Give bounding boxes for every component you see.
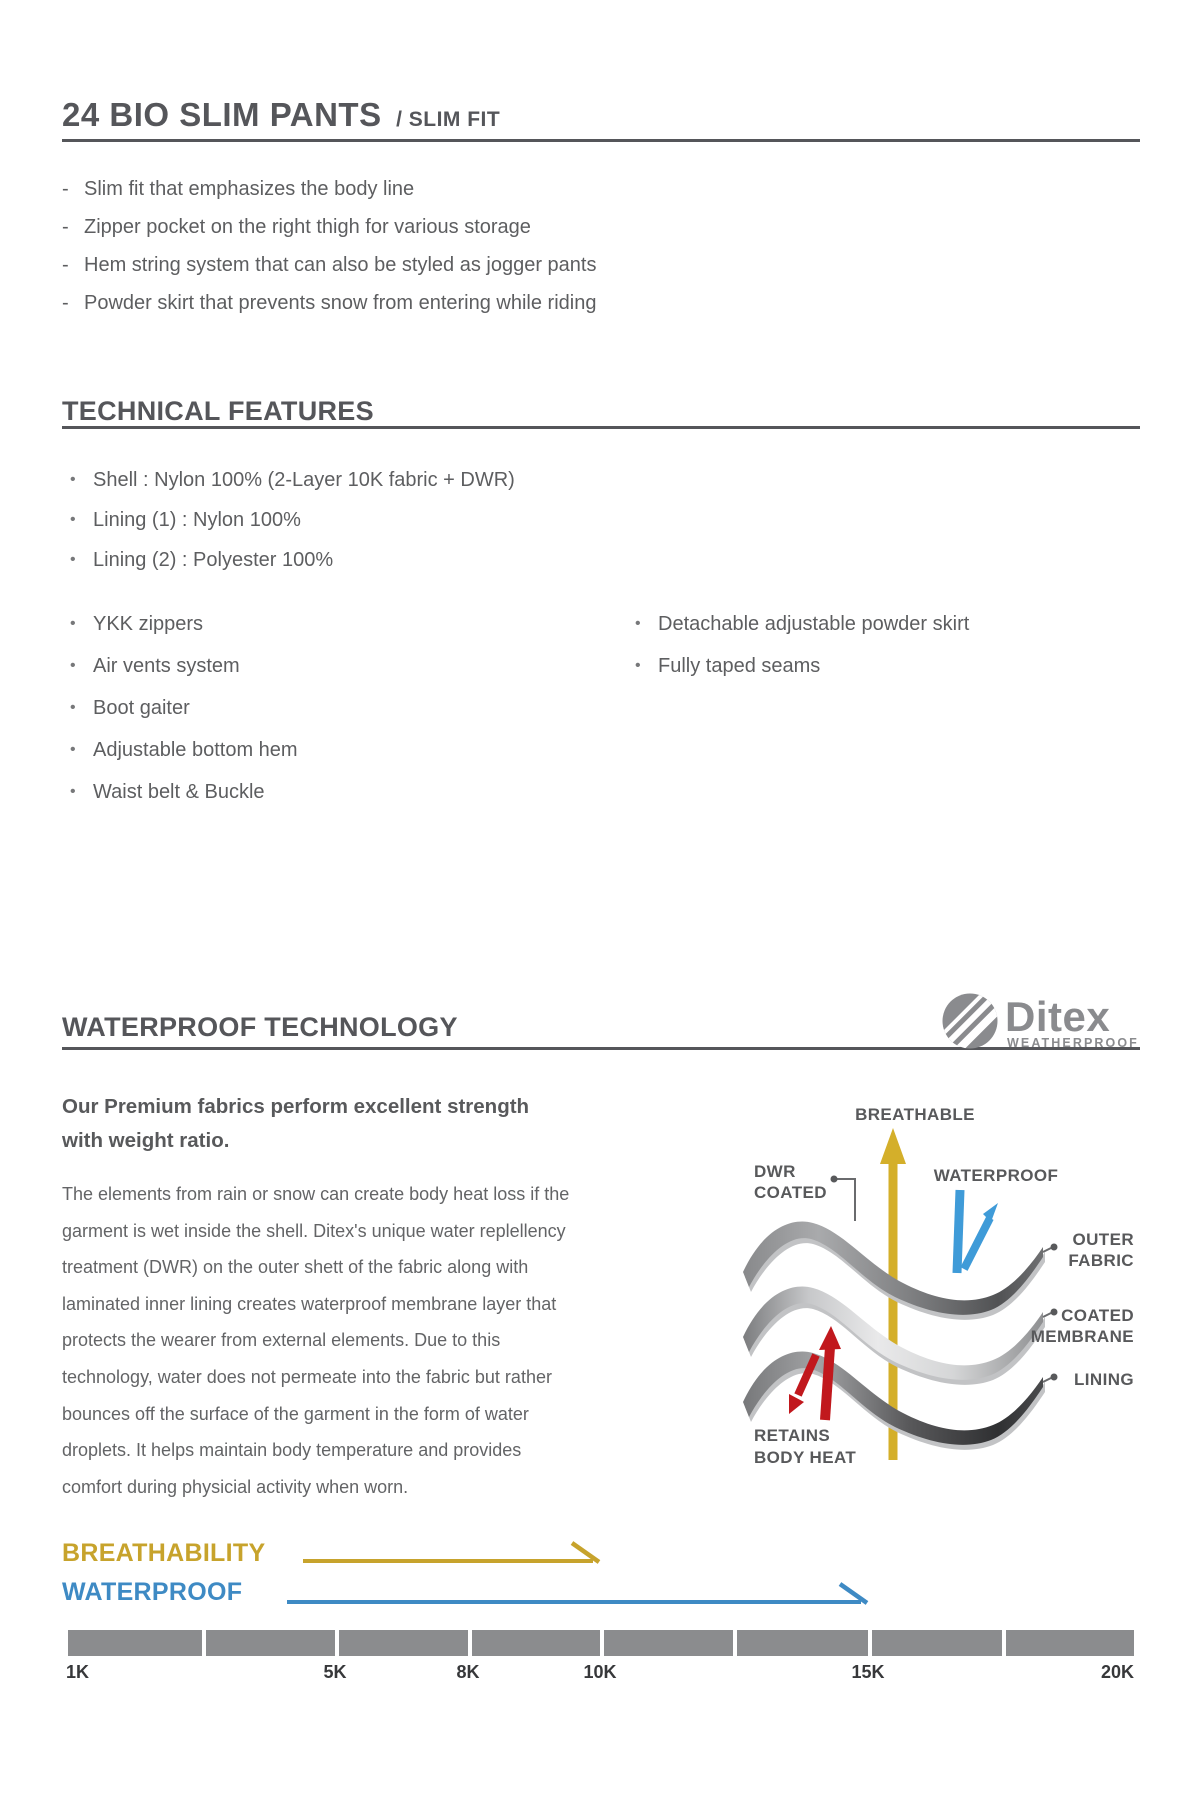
list-item: - Hem string system that can also be styled as jogger pants — [62, 246, 596, 284]
list-item: • Waist belt & Buckle — [70, 772, 298, 814]
bar-divider — [868, 1630, 872, 1656]
list-item: • Adjustable bottom hem — [70, 730, 298, 772]
waterproof-technology-heading: WATERPROOF TECHNOLOGY — [62, 1012, 458, 1042]
dot-bullet: • — [635, 615, 641, 632]
body-paragraph: The elements from rain or snow can create body heat loss if the garment is wet inside the shell. Ditex's unique water replellency treatment (DWR) on the outer shett of the fabric along with laminated inner lining creates waterproof membrane layer that protects the wearer from external elements. Due to this technology, water does not permeate into the fabric but rather bounces off the surface of the garment in the form of water droplets. It helps maintain body temperature and provides comfort during physicial activity when worn. — [62, 1184, 570, 1497]
ditex-logo — [930, 984, 1145, 1054]
dash-bullet: - — [62, 254, 69, 276]
list-item: • YKK zippers — [70, 604, 298, 646]
scale-tick-20k: 20K — [1100, 1662, 1134, 1682]
bar-divider — [600, 1630, 604, 1656]
dot-bullet: • — [70, 615, 76, 632]
breathability-rating-arrow — [303, 1543, 599, 1562]
bar-divider — [468, 1630, 472, 1656]
page-title: 24 BIO SLIM PANTS — [62, 96, 382, 133]
title-rule — [62, 139, 1140, 142]
list-item: • Fully taped seams — [635, 646, 969, 688]
dot-bullet: • — [70, 511, 76, 528]
diagram-label-lining: LINING — [1073, 1370, 1134, 1389]
diagram-label-waterproof: WATERPROOF — [933, 1166, 1059, 1185]
list-item: • Air vents system — [70, 646, 298, 688]
breathability-label: BREATHABILITY — [62, 1539, 266, 1567]
features-list-right — [635, 604, 969, 688]
list-item: - Powder skirt that prevents snow from entering while riding — [62, 284, 596, 322]
highlights-list — [62, 170, 596, 322]
scale-tick-8k: 8K — [456, 1662, 480, 1682]
dot-bullet: • — [70, 783, 76, 800]
waterproof-rating-arrow — [287, 1584, 867, 1603]
technical-rule — [62, 426, 1140, 429]
list-item: • Boot gaiter — [70, 688, 298, 730]
dot-bullet: • — [70, 551, 76, 568]
diagram-label-dwr-1: DWR — [754, 1162, 796, 1181]
list-item: - Zipper pocket on the right thigh for various storage — [62, 208, 596, 246]
rating-scale-bar — [68, 1630, 1134, 1656]
page-title-fit: / SLIM FIT — [396, 108, 501, 131]
dot-bullet: • — [70, 471, 76, 488]
diagram-label-membrane-1: COATED — [1061, 1306, 1134, 1325]
diagram-label-breathable: BREATHABLE — [855, 1105, 975, 1124]
list-item: - Slim fit that emphasizes the body line — [62, 170, 596, 208]
page-title-row — [62, 96, 500, 134]
scale-tick-15k: 15K — [851, 1662, 885, 1682]
scale-tick-5k: 5K — [323, 1662, 347, 1682]
waterproof-label: WATERPROOF — [62, 1578, 243, 1606]
scale-tick-10k: 10K — [583, 1662, 617, 1682]
ditex-weatherproof-icon — [931, 986, 1139, 1054]
dot-bullet: • — [70, 699, 76, 716]
dash-bullet: - — [62, 292, 69, 314]
materials-list — [70, 461, 515, 581]
dot-bullet: • — [635, 657, 641, 674]
diagram-label-retains-1: RETAINS — [754, 1426, 831, 1445]
dot-bullet: • — [70, 657, 76, 674]
waterproof-arrow — [957, 1190, 998, 1273]
list-item: • Shell : Nylon 100% (2-Layer 10K fabric + DWR) — [70, 461, 515, 501]
intro-text: Our Premium fabrics perform excellent strength with weight ratio. — [62, 1095, 530, 1152]
scale-tick-1k: 1K — [66, 1662, 90, 1682]
fabric-layers-diagram — [640, 1095, 1140, 1480]
dot-bullet: • — [70, 741, 76, 758]
bar-divider — [1002, 1630, 1006, 1656]
logo-sub: WEATHERPROOF — [1007, 1036, 1139, 1050]
list-item: • Lining (1) : Nylon 100% — [70, 501, 515, 541]
bar-divider — [733, 1630, 737, 1656]
list-item: • Lining (2) : Polyester 100% — [70, 541, 515, 581]
diagram-label-outer-2: FABRIC — [1068, 1251, 1134, 1270]
diagram-label-membrane-2: MEMBRANE — [1030, 1327, 1134, 1346]
diagram-label-dwr-2: COATED — [754, 1183, 827, 1202]
diagram-label-retains-2: BODY HEAT — [754, 1448, 857, 1467]
dash-bullet: - — [62, 178, 69, 200]
dash-bullet: - — [62, 216, 69, 238]
bar-divider — [202, 1630, 206, 1656]
logo-name: Ditex — [1005, 993, 1111, 1040]
features-list-left — [70, 604, 298, 814]
bar-divider — [335, 1630, 339, 1656]
rating-arrows — [0, 1530, 1200, 1625]
technical-features-heading: TECHNICAL FEATURES — [62, 396, 374, 426]
diagram-label-outer-1: OUTER — [1072, 1230, 1134, 1249]
list-item: • Detachable adjustable powder skirt — [635, 604, 969, 646]
